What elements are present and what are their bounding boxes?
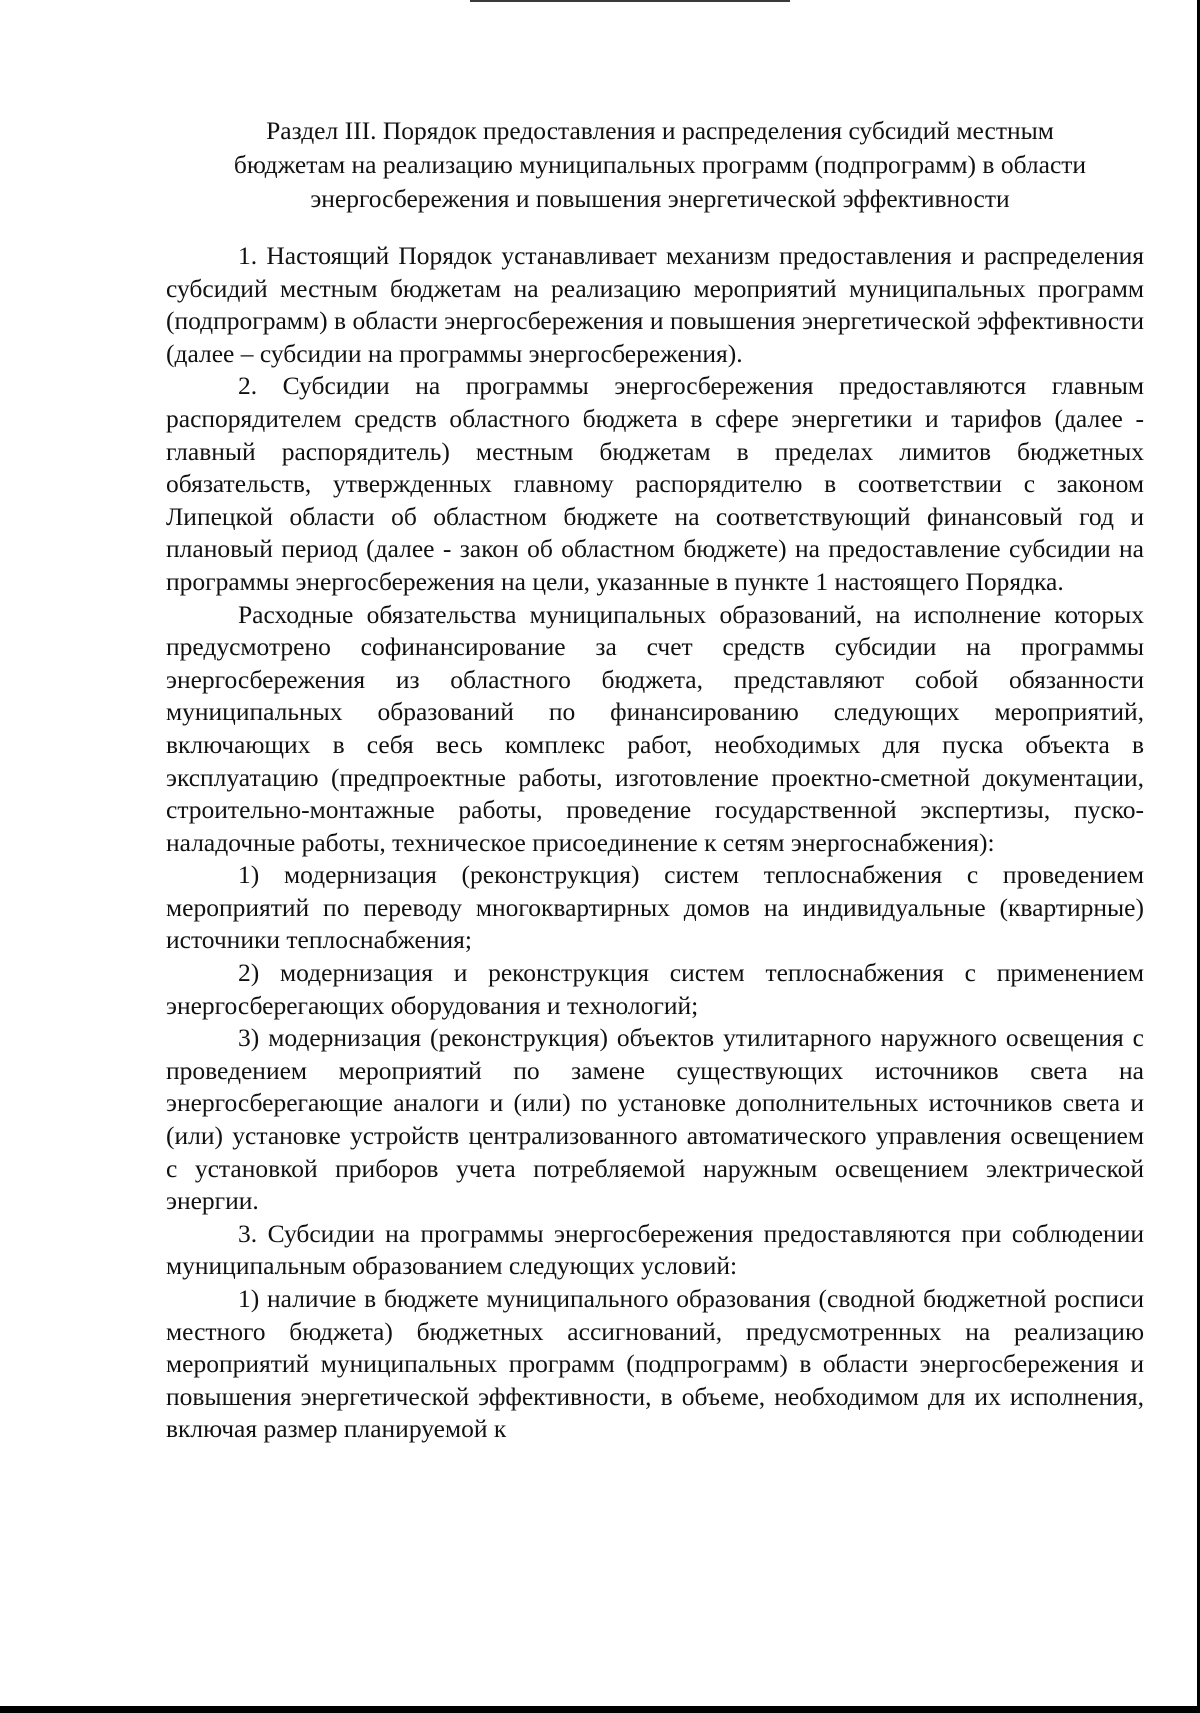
paragraph-item-2: 2. Субсидии на программы энергосбережения предоставляются главным распорядителем средств областного бюджета в сфере энергетики и тарифов (далее - главный распорядитель) местным бюджетам в пределах лимитов бюджетных обязательств, утвержденных главному распорядителю в соответствии с законом Липецкой области об областном бюджете на соответствующий финансовый год и плановый период (далее - закон об областном бюджете) на предоставление субсидии на программы энергосбережения на цели, указанные в пункте 1 настоящего Порядка. <box>166 371 1144 596</box>
paragraph-item-1: 1. Настоящий Порядок устанавливает механизм предоставления и распределения субсидий местным бюджетам на реализацию мероприятий муниципальных программ (подпрограмм) в области энергосбережения и повышения энергетической эффективности (далее – субсидии на программы энергосбережения). <box>166 241 1144 368</box>
document-body <box>166 240 1144 1446</box>
heading-line: Раздел III. Порядок предоставления и распределения субсидий местным <box>266 116 1054 145</box>
paragraph-expense-obligations: Расходные обязательства муниципальных образований, на исполнение которых предусмотрено софинансирование за счет средств субсидии на программы энергосбережения из областного бюджета, представляют собой обязанности муниципальных образований по финансированию следующих мероприятий, включающих в себя весь комплекс работ, необходимых для пуска объекта в эксплуатацию (предпроектные работы, изготовление проектно-сметной документации, строительно-монтажные работы, проведение государственной экспертизы, пуско-наладочные работы, техническое присоединение к сетям энергоснабжения): <box>166 599 1144 857</box>
heading-line: бюджетам на реализацию муниципальных программ (подпрограмм) в области <box>233 150 1087 179</box>
section-heading <box>160 114 1160 216</box>
paragraph-condition-1: 1) наличие в бюджете муниципального образования (сводной бюджетной росписи местного бюджета) бюджетных ассигнований, предусмотренных на реализацию мероприятий муниципальных программ (подпрограмм) в области энергосбережения и повышения энергетической эффективности, в объеме, необходимом для их исполнения, включая размер планируемой к <box>166 1284 1144 1444</box>
paragraph-item-3: 3. Субсидии на программы энергосбережения предоставляются при соблюдении муниципальным образованием следующих условий: <box>166 1218 1144 1281</box>
paragraph-subitem-2: 2) модернизация и реконструкция систем теплоснабжения с применением энергосберегающих оборудования и технологий; <box>166 958 1144 1020</box>
heading-line: энергосбережения и повышения энергетической эффективности <box>310 184 1010 213</box>
scan-edge-bottom <box>0 1706 1200 1713</box>
scan-edge-top <box>470 0 790 2</box>
paragraph-subitem-3: 3) модернизация (реконструкция) объектов утилитарного наружного освещения с проведением мероприятий по замене существующих источников света на энергосберегающие аналоги и (или) по установке дополнительных источников света и (или) установке устройств централизованного автоматического управления освещением с установкой приборов учета потребляемой наружным освещением электрической энергии. <box>166 1023 1144 1216</box>
paragraph-subitem-1: 1) модернизация (реконструкция) систем теплоснабжения с проведением мероприятий по переводу многоквартирных домов на индивидуальные (квартирные) источники теплоснабжения; <box>166 860 1144 955</box>
